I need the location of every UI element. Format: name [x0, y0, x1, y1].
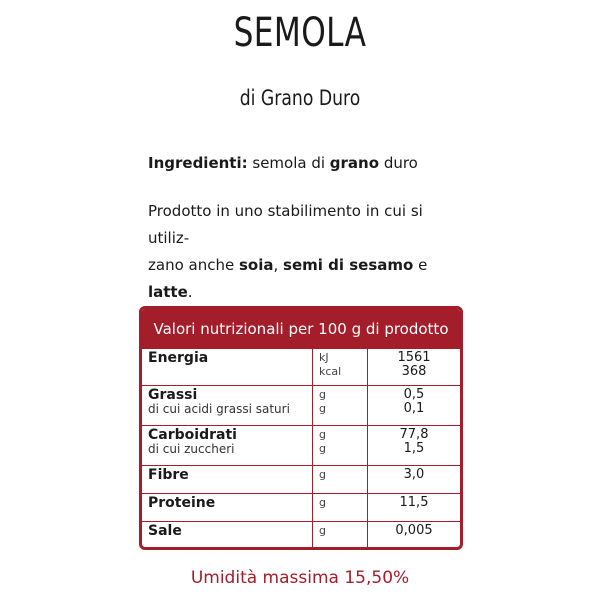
nutrient-name: Grassi: [148, 386, 198, 403]
allergens-end: .: [187, 283, 193, 301]
nutrient-name: Carboidrati: [148, 426, 237, 443]
moisture-note: Umidità massima 15,50%: [190, 568, 410, 588]
allergen-latte: latte: [148, 283, 188, 301]
nutrition-table-header: Valori nutrizionali per 100 g di prodotto: [142, 309, 460, 349]
nutrient-value: 0,5: [403, 386, 425, 402]
nutrient-unit-2: g: [319, 441, 326, 455]
ingredients-bold-1: grano: [329, 154, 380, 172]
nutrient-name: Fibre: [148, 466, 189, 483]
nutrition-table-body: [142, 349, 460, 547]
nutrient-value: 77,8: [399, 426, 429, 442]
nutrition-table: [139, 306, 463, 550]
nutrient-unit: kJ: [319, 351, 329, 364]
ingredients-paragraph: [148, 150, 468, 177]
table-row: [142, 465, 460, 493]
nutrient-subname: di cui zuccheri: [148, 441, 235, 456]
nutrient-value-2: 368: [401, 364, 427, 379]
allergens-sep-2: e: [413, 256, 428, 274]
nutrient-value: 11,5: [399, 494, 429, 510]
table-row: [142, 521, 460, 547]
nutrient-unit: g: [319, 387, 326, 401]
product-subtitle: di Grano Duro: [239, 86, 361, 110]
ingredients-text-2: duro: [379, 154, 418, 172]
nutrient-unit: g: [319, 495, 326, 509]
table-row: [142, 385, 460, 425]
allergens-paragraph: [148, 198, 468, 306]
allergens-sep-1: ,: [273, 256, 284, 274]
allergen-soia: soia: [238, 256, 274, 274]
ingredients-label: Ingredienti:: [148, 154, 248, 172]
nutrient-name: Energia: [148, 350, 209, 366]
nutrient-value: 1561: [397, 350, 431, 365]
allergens-line-b: zano anche: [148, 256, 239, 274]
nutrient-unit: g: [319, 467, 326, 481]
table-row: [142, 425, 460, 465]
nutrient-unit-2: kcal: [319, 365, 342, 378]
allergens-line-a: Prodotto in uno stabilimento in cui si utiliz-: [148, 202, 423, 247]
table-row: [142, 349, 460, 385]
nutrient-name: Sale: [148, 522, 182, 539]
ingredients-text-1: semola di: [247, 154, 330, 172]
nutrient-value: 0,005: [395, 522, 433, 538]
product-title: SEMOLA: [233, 10, 367, 56]
nutrient-subname: di cui acidi grassi saturi: [148, 401, 290, 416]
nutrient-unit: g: [319, 523, 326, 537]
nutrient-value-2: 1,5: [403, 440, 425, 456]
nutrient-value: 3,0: [403, 466, 425, 482]
nutrient-name: Proteine: [148, 494, 216, 511]
nutrient-unit: g: [319, 427, 326, 441]
nutrient-unit-2: g: [319, 401, 326, 415]
table-row: [142, 493, 460, 521]
nutrient-value-2: 0,1: [403, 400, 425, 416]
allergen-sesamo: semi di sesamo: [283, 256, 414, 274]
